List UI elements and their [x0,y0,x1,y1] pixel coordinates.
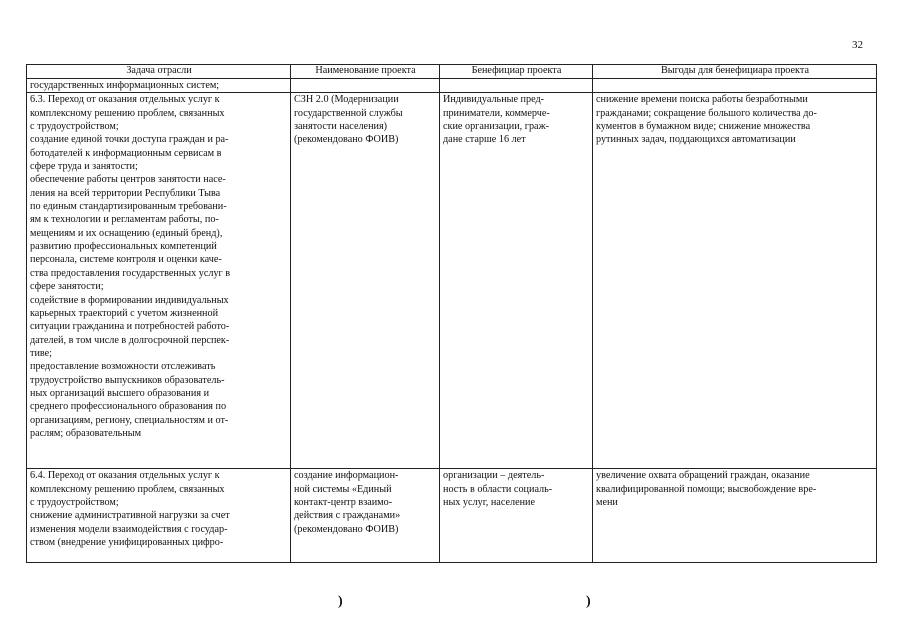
cell-line: ность в области социаль- [443,483,553,495]
table-row [27,469,877,563]
cell-line: раслям; образовательным [30,427,142,439]
header-project-name: Наименование проекта [291,65,440,79]
benefits-cell [593,93,877,469]
cell-line: мещениям и их оснащению (единый бренд), [30,227,223,239]
task-cell [27,469,291,563]
cell-line: ных услуг, население [443,497,536,509]
cell-line: рутинных задач, поддающихся автоматизации [596,134,796,146]
cell-line: с трудоустройством; [30,497,119,509]
bottom-mark: ) [338,594,343,609]
cell-line: дателей, в том числе в долгосрочной перспек- [30,334,230,346]
cell-line: персонала, системе контроля и оценки каче- [30,254,222,266]
bottom-mark: ) [586,594,591,609]
cell-line: приниматели, коммерче- [443,107,550,119]
cell-line: ных организаций высшего образования и [30,387,210,399]
project-cell [291,93,440,469]
cell-line: организациям, региону, специальностям и от- [30,414,229,426]
project-table [26,64,877,563]
cell-line: ства предоставления государственных услуг в [30,267,231,279]
cell-line: карьерных траекторий с учетом жизненной [30,307,219,319]
task-cell [27,93,291,469]
cell-line: Индивидуальные пред- [443,94,545,106]
cell-line: дане старше 16 лет [443,134,526,146]
cell-line: (рекомендовано ФОИВ) [294,523,399,535]
cell-line: сфере занятости; [30,281,104,293]
empty-cell [593,79,877,93]
cell-line: среднего профессионального образования по [30,401,227,413]
cell-line: организации – деятель- [443,470,545,482]
cell-line: предоставление возможности отслеживать [30,361,216,373]
continuation-text: государственных информационных систем; [30,80,220,91]
cell-line: 6.4. Переход от оказания отдельных услуг к [30,470,220,482]
beneficiary-cell [440,469,593,563]
project-cell [291,469,440,563]
header-benefits: Выгоды для бенефициара проекта [593,65,877,79]
cell-line: СЗН 2.0 (Модернизации [294,94,399,106]
empty-cell [291,79,440,93]
cell-line: трудоустройство выпускников образователь- [30,374,225,386]
cell-line: действия с гражданами» [294,510,401,522]
empty-cell [440,79,593,93]
cell-line: увеличение охвата обращений граждан, оказание [596,470,810,482]
cell-line: ситуации гражданина и потребностей работо- [30,321,230,333]
cell-line: с трудоустройством; [30,121,119,133]
cell-line: контакт-центр взаимо- [294,497,393,509]
cell-line: комплексному решению проблем, связанных [30,483,225,495]
page-number: 32 [852,39,863,51]
cell-line: ления на всей территории Республики Тыва [30,187,221,199]
table-row-continuation [27,79,877,93]
cell-line: тиве; [30,347,53,359]
cell-line: снижение административной нагрузки за счет [30,510,230,522]
cell-line: ством (внедрение унифицированных цифро- [30,537,224,549]
cell-line: обеспечение работы центров занятости насе- [30,174,226,186]
cell-line: государственной службы [294,107,403,119]
cell-line: ной системы «Единый [294,483,392,495]
table-row [27,93,877,469]
cell-line: комплексному решению проблем, связанных [30,107,225,119]
benefits-cell [593,469,877,563]
cell-line: содействие в формировании индивидуальных [30,294,229,306]
cell-line: изменения модели взаимодействия с государ- [30,523,228,535]
continuation-cell [27,79,291,93]
cell-line: 6.3. Переход от оказания отдельных услуг к [30,94,220,106]
cell-line: развитию профессиональных компетенций [30,241,217,253]
cell-line: (рекомендовано ФОИВ) [294,134,399,146]
cell-line: ские организации, граж- [443,121,550,133]
table-header-row [27,65,877,79]
cell-line: мени [596,497,618,509]
cell-line: сфере труда и занятости; [30,161,138,173]
cell-line: ботодателей к информационным сервисам в [30,147,222,159]
cell-line: по единым стандартизированным требовани- [30,201,227,213]
cell-line: создание информацион- [294,470,399,482]
cell-line: гражданами; сокращение большого количества до- [596,107,817,119]
cell-line: занятости населения) [294,121,388,133]
header-task: Задача отрасли [27,65,291,79]
cell-line: ям к технологии и регламентам работы, по- [30,214,219,226]
cell-line: кументов в бумажном виде; снижение множества [596,121,811,133]
header-beneficiary: Бенефициар проекта [440,65,593,79]
cell-line: квалифицированной помощи; высвобождение вре- [596,483,817,495]
cell-line: снижение времени поиска работы безработными [596,94,808,106]
cell-line: создание единой точки доступа граждан и ра- [30,134,229,146]
beneficiary-cell [440,93,593,469]
